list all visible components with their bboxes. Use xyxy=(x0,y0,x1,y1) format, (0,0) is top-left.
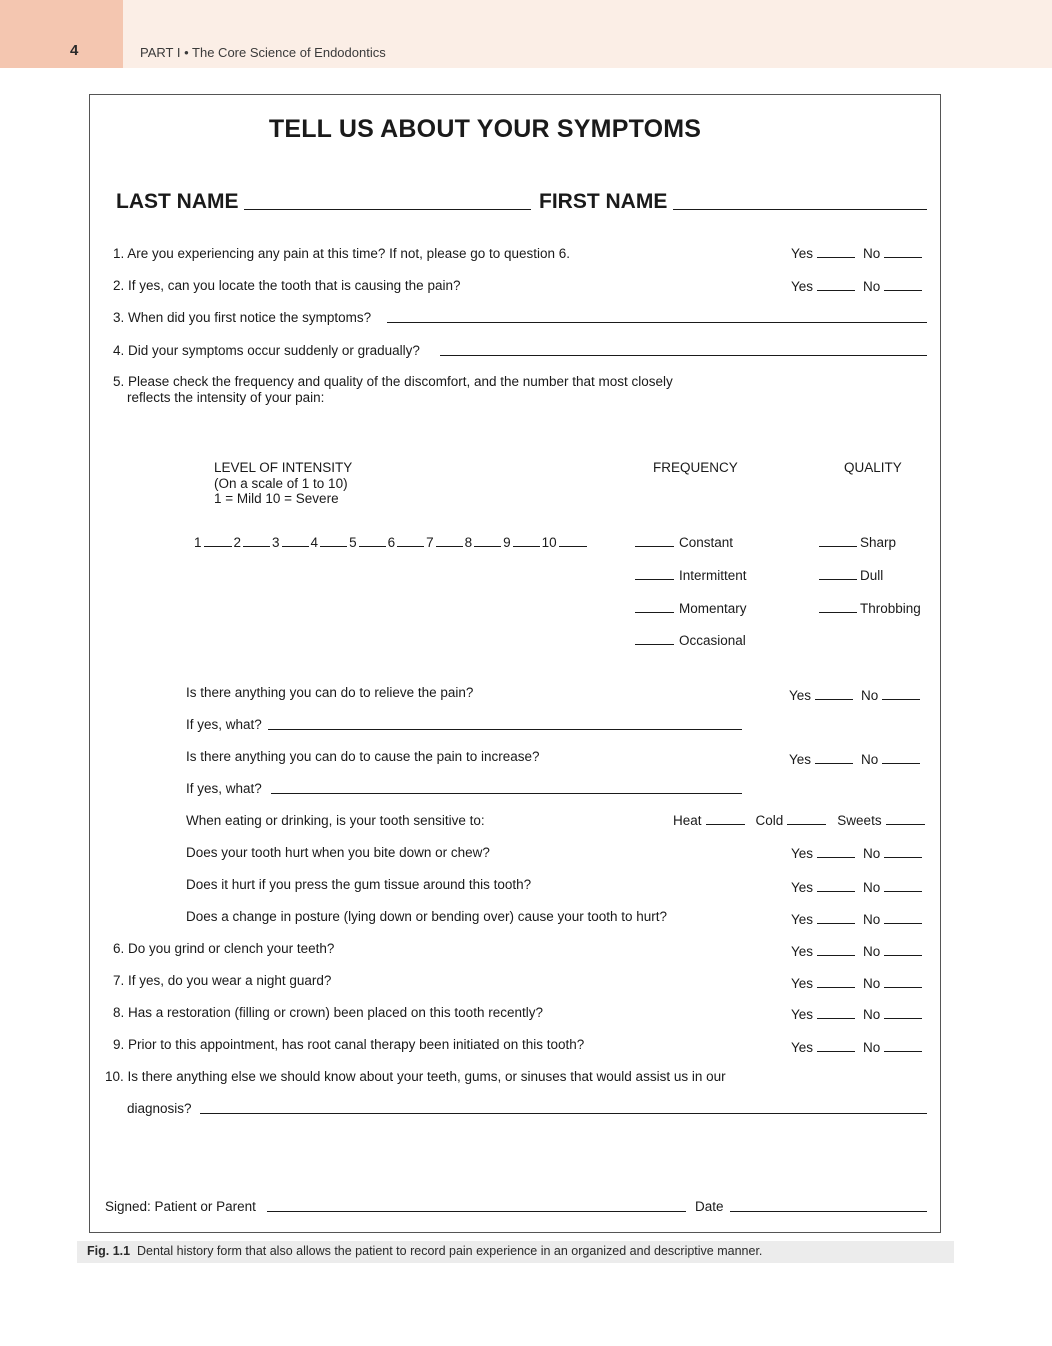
relieve-yes-no: Yes No xyxy=(789,688,920,703)
relieve-if-yes-label: If yes, what? xyxy=(186,717,262,732)
intensity-scale-note: (On a scale of 1 to 10) xyxy=(214,476,348,491)
increase-question: Is there anything you can do to cause the pain to increase? xyxy=(186,749,540,764)
first-name-label: FIRST NAME xyxy=(539,190,668,213)
question-9: 9. Prior to this appointment, has root canal therapy been initiated on this tooth? xyxy=(113,1037,585,1052)
quality-dull[interactable]: Dull xyxy=(819,568,883,583)
posture-yes-no: Yes No xyxy=(791,912,922,927)
bite-yes-no: Yes No xyxy=(791,846,922,861)
scale-4-field[interactable] xyxy=(320,545,347,547)
quality-heading: QUALITY xyxy=(844,460,902,475)
relieve-no-field[interactable] xyxy=(882,698,920,700)
scale-2: 2 xyxy=(233,535,242,550)
part-label: PART I xyxy=(140,45,181,60)
scale-7-field[interactable] xyxy=(436,545,463,547)
heat-field[interactable] xyxy=(706,823,745,825)
last-name-field[interactable] xyxy=(244,209,531,210)
q2-yes-no xyxy=(791,279,922,294)
frequency-constant[interactable]: Constant xyxy=(635,535,733,550)
q8-yes-no: Yes No xyxy=(791,1007,922,1022)
chapter-title: The Core Science of Endodontics xyxy=(192,45,386,60)
date-field[interactable] xyxy=(730,1211,927,1212)
scale-5-field[interactable] xyxy=(359,545,386,547)
q9-yes-field[interactable] xyxy=(817,1050,855,1052)
intensity-key: 1 = Mild 10 = Severe xyxy=(214,491,339,506)
relieve-question: Is there anything you can do to relieve the pain? xyxy=(186,685,474,700)
scale-8-field[interactable] xyxy=(474,545,501,547)
bite-no-field[interactable] xyxy=(884,856,922,858)
signature-label: Signed: Patient or Parent xyxy=(105,1199,256,1214)
q4-answer-field[interactable] xyxy=(440,355,927,356)
scale-4: 4 xyxy=(310,535,319,550)
scale-3-field[interactable] xyxy=(282,545,309,547)
scale-9-field[interactable] xyxy=(513,545,540,547)
relieve-yes-field[interactable] xyxy=(815,698,853,700)
posture-yes-field[interactable] xyxy=(817,922,855,924)
scale-3: 3 xyxy=(272,535,280,550)
figure-caption xyxy=(77,1241,954,1263)
form-title: TELL US ABOUT YOUR SYMPTOMS xyxy=(268,115,702,143)
frequency-heading: FREQUENCY xyxy=(653,460,738,475)
scale-9: 9 xyxy=(503,535,511,550)
question-1: 1. Are you experiencing any pain at this time? If not, please go to question 6. xyxy=(113,246,571,261)
question-3: 3. When did you first notice the symptoms? xyxy=(113,310,372,325)
frequency-momentary[interactable]: Momentary xyxy=(635,601,747,616)
bite-question: Does your tooth hurt when you bite down or chew? xyxy=(186,845,490,860)
heat-label: Heat xyxy=(673,813,702,828)
scale-5: 5 xyxy=(349,535,357,550)
scale-7: 7 xyxy=(426,535,434,550)
scale-1-field[interactable] xyxy=(204,545,232,547)
sensitive-options xyxy=(673,813,925,828)
q9-yes-no: Yes No xyxy=(791,1040,922,1055)
posture-no-field[interactable] xyxy=(884,922,922,924)
q3-answer-field[interactable] xyxy=(387,322,927,323)
yes-label: Yes xyxy=(791,279,814,294)
q1-no-field[interactable] xyxy=(884,256,922,258)
scale-10: 10 xyxy=(541,535,557,550)
page-number-tab xyxy=(0,0,123,68)
scale-1: 1 xyxy=(194,535,202,550)
q6-no-field[interactable] xyxy=(884,954,922,956)
q9-no-field[interactable] xyxy=(884,1050,922,1052)
gum-yes-field[interactable] xyxy=(817,890,855,892)
q2-no-field[interactable] xyxy=(884,289,922,291)
frequency-intermittent[interactable]: Intermittent xyxy=(635,568,747,583)
gum-yes-no: Yes No xyxy=(791,880,922,895)
no-label: No xyxy=(863,279,881,294)
figure-label: Fig. 1.1 xyxy=(87,1244,131,1258)
q8-yes-field[interactable] xyxy=(817,1017,855,1019)
question-7: 7. If yes, do you wear a night guard? xyxy=(113,973,332,988)
scale-2-field[interactable] xyxy=(243,545,270,547)
increase-yes-field[interactable] xyxy=(815,762,853,764)
q7-yes-field[interactable] xyxy=(817,986,855,988)
last-name-label: LAST NAME xyxy=(116,190,239,213)
frequency-occasional[interactable]: Occasional xyxy=(635,633,746,648)
figure-caption-text: Dental history form that also allows the patient to record pain experience in an organized and descriptive manner. xyxy=(137,1244,763,1258)
relieve-if-yes-field[interactable] xyxy=(268,729,742,730)
quality-throbbing[interactable]: Throbbing xyxy=(819,601,921,616)
signature-field[interactable] xyxy=(267,1211,686,1212)
sweets-field[interactable] xyxy=(886,823,925,825)
intensity-heading: LEVEL OF INTENSITY xyxy=(214,460,353,475)
scale-10-field[interactable] xyxy=(559,545,587,547)
yes-label: Yes xyxy=(791,246,814,261)
gum-question: Does it hurt if you press the gum tissue around this tooth? xyxy=(186,877,532,892)
question-10: 10. Is there anything else we should know about your teeth, gums, or sinuses that would assist us in our xyxy=(105,1069,726,1084)
increase-no-field[interactable] xyxy=(882,762,920,764)
question-5: 5. Please check the frequency and quality of the discomfort, and the number that most closely xyxy=(113,374,673,389)
symptoms-form xyxy=(89,94,941,1233)
q1-yes-field[interactable] xyxy=(817,256,855,258)
question-5-cont: reflects the intensity of your pain: xyxy=(127,390,325,405)
q1-yes-no xyxy=(791,246,922,261)
q7-yes-no: Yes No xyxy=(791,976,922,991)
quality-sharp[interactable]: Sharp xyxy=(819,535,896,550)
sensitive-question: When eating or drinking, is your tooth sensitive to: xyxy=(186,813,485,828)
q7-no-field[interactable] xyxy=(884,986,922,988)
gum-no-field[interactable] xyxy=(884,890,922,892)
intensity-scale xyxy=(194,535,587,550)
question-6: 6. Do you grind or clench your teeth? xyxy=(113,941,335,956)
increase-yes-no: Yes No xyxy=(789,752,920,767)
q10-answer-field[interactable] xyxy=(200,1113,927,1114)
question-8: 8. Has a restoration (filling or crown) been placed on this tooth recently? xyxy=(113,1005,543,1020)
page-number: 4 xyxy=(70,42,79,59)
cold-label: Cold xyxy=(755,813,784,828)
q6-yes-no: Yes No xyxy=(791,944,922,959)
scale-8: 8 xyxy=(464,535,473,550)
date-label: Date xyxy=(695,1199,724,1214)
bullet: • xyxy=(184,45,189,60)
first-name-field[interactable] xyxy=(673,209,927,210)
scale-6: 6 xyxy=(387,535,396,550)
posture-question: Does a change in posture (lying down or bending over) cause your tooth to hurt? xyxy=(186,909,668,924)
cold-field[interactable] xyxy=(787,823,826,825)
q8-no-field[interactable] xyxy=(884,1017,922,1019)
increase-if-yes-field[interactable] xyxy=(271,793,742,794)
running-title xyxy=(140,45,386,60)
increase-if-yes-label: If yes, what? xyxy=(186,781,262,796)
no-label: No xyxy=(863,246,881,261)
q2-yes-field[interactable] xyxy=(817,289,855,291)
question-10-cont: diagnosis? xyxy=(127,1101,192,1116)
bite-yes-field[interactable] xyxy=(817,856,855,858)
question-2: 2. If yes, can you locate the tooth that is causing the pain? xyxy=(113,278,461,293)
q6-yes-field[interactable] xyxy=(817,954,855,956)
question-4: 4. Did your symptoms occur suddenly or gradually? xyxy=(113,343,420,358)
sweets-label: Sweets xyxy=(837,813,882,828)
scale-6-field[interactable] xyxy=(397,545,424,547)
